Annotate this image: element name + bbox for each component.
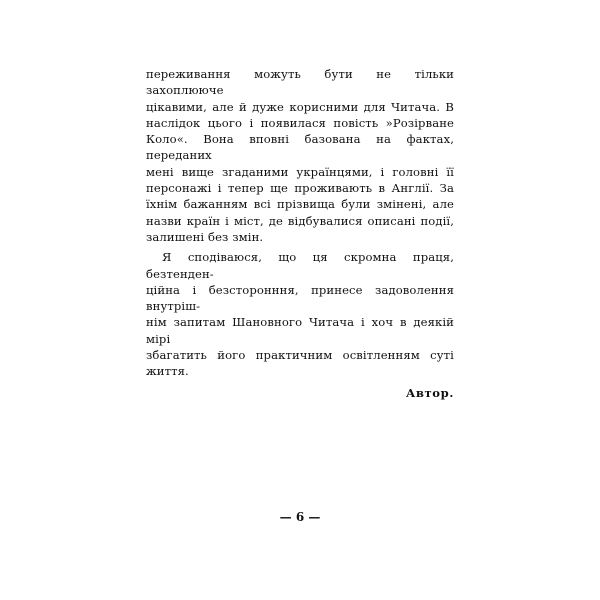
text-line: цікавими, але й дуже корисними для Читача. В [146, 99, 454, 114]
text-line: мені вище згаданими українцями, і головні її [146, 164, 454, 179]
paragraph-2 [146, 249, 454, 379]
text-line: ційна і безсторонння, принесе задоволення внутріш- [146, 282, 454, 314]
text-line: наслідок цього і появилася повість »Розірване [146, 115, 454, 130]
text-line: назви країн і міст, де відбувалися описані події, [146, 213, 454, 228]
paragraph-1 [146, 66, 454, 245]
text-line: переживання можуть бути не тільки захоплююче [146, 67, 454, 98]
text-block [146, 66, 454, 401]
text-line: Я сподіваюся, що ця скромна праця, безтенден- [146, 250, 454, 281]
text-line: їхнім бажанням всі прізвища були змінені, але [146, 197, 454, 212]
text-line: залишені без змін. [146, 229, 264, 244]
text-line: Коло«. Вона вповні базована на фактах, переданих [146, 132, 454, 163]
text-line: нім запитам Шановного Читача і хоч в деякій мірі [146, 315, 454, 346]
text-line: персонажі і тепер ще проживають в Англії. За [146, 181, 454, 196]
text-line: збагатить його практичним освітленням суті життя. [146, 348, 454, 379]
page-number: — 6 — [279, 510, 321, 524]
author-signature: Автор. [405, 385, 454, 400]
